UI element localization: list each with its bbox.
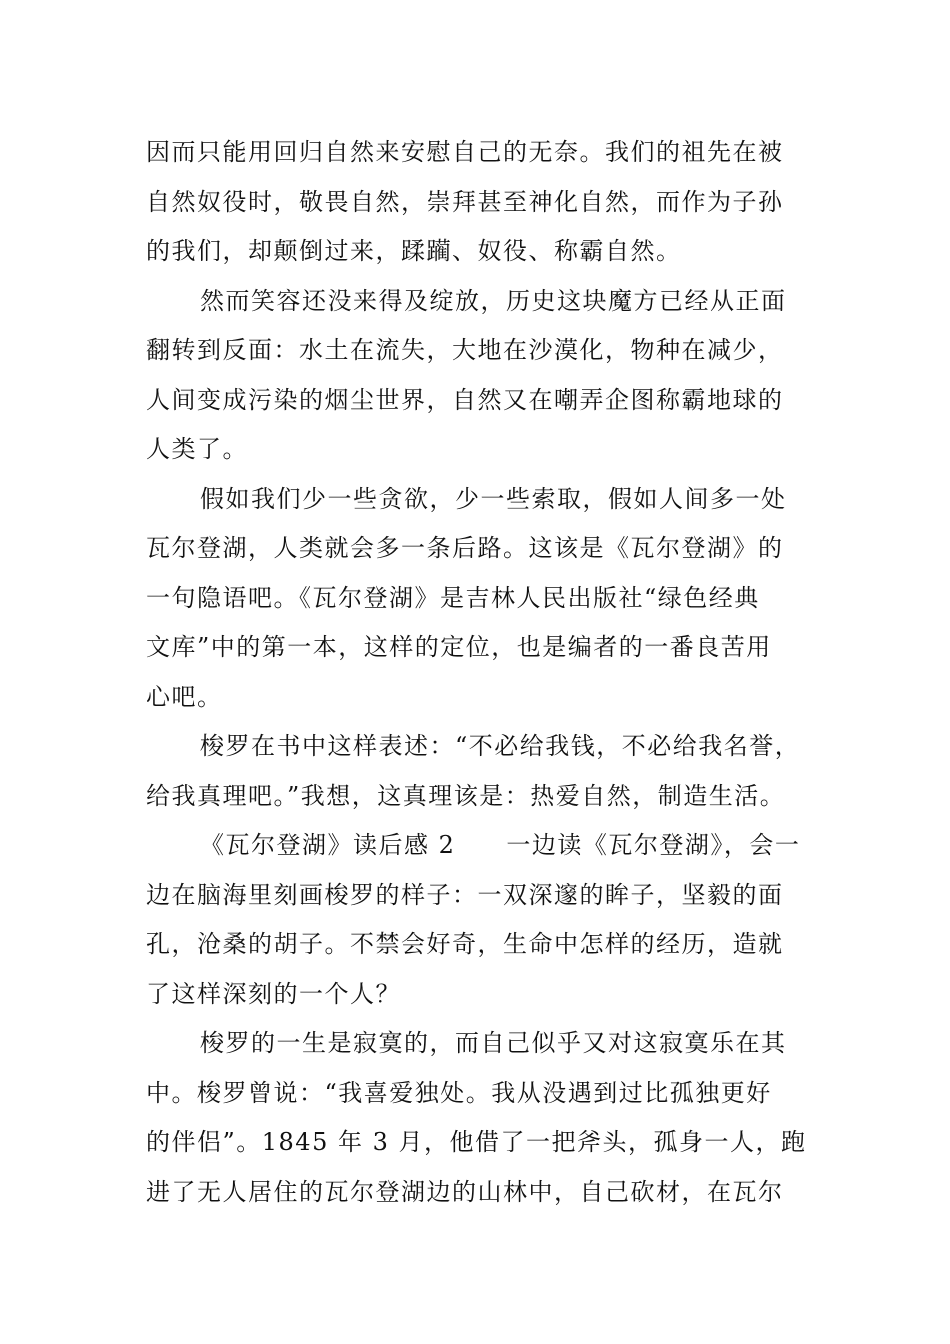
text-line: 中。梭罗曾说：“我喜爱独处。我从没遇到过比孤独更好 xyxy=(146,1078,772,1107)
document-body xyxy=(146,128,808,1217)
text-line: 因而只能用回归自然来安慰自己的无奈。我们的祖先在被 xyxy=(146,138,784,166)
text-line: 给我真理吧。”我想，这真理该是：热爱自然，制造生活。 xyxy=(146,781,786,810)
paragraph-first-line: 梭罗的一生是寂寞的，而自己似乎又对这寂寞乐在其 xyxy=(200,1029,787,1057)
text-line: 人类了。 xyxy=(146,435,248,463)
text-line: 文库”中的第一本，这样的定位，也是编者的一番良苦用 xyxy=(146,633,772,661)
text-line: 瓦尔登湖，人类就会多一条后路。这该是《瓦尔登湖》的 xyxy=(146,534,784,562)
text-line: 了这样深刻的一个人？ xyxy=(146,979,401,1008)
paragraph-first-line: 假如我们少一些贪欲，少一些索取，假如人间多一处 xyxy=(200,484,787,513)
section-heading-line: 《瓦尔登湖》读后感 2 一边读《瓦尔登湖》，会一 xyxy=(200,831,801,859)
text-line: 自然奴役时，敬畏自然，崇拜甚至神化自然，而作为子孙 xyxy=(146,187,784,216)
text-line: 边在脑海里刻画梭罗的样子：一双深邃的眸子，坚毅的面 xyxy=(146,880,784,909)
text-line: 一句隐语吧。《瓦尔登湖》是吉林人民出版社“绿色经典 xyxy=(146,583,760,612)
text-line: 进了无人居住的瓦尔登湖边的山林中，自己砍材，在瓦尔 xyxy=(146,1177,784,1206)
paragraph-first-line: 然而笑容还没来得及绽放，历史这块魔方已经从正面 xyxy=(200,286,787,315)
text-line: 心吧。 xyxy=(146,682,223,711)
text-line: 翻转到反面：水土在流失，大地在沙漠化，物种在减少， xyxy=(146,336,784,364)
text-line: 人间变成污染的烟尘世界，自然又在嘲弄企图称霸地球的 xyxy=(146,385,784,414)
paragraph-first-line: 梭罗在书中这样表述：“不必给我钱，不必给我名誉， xyxy=(200,732,801,760)
text-line: 的我们，却颠倒过来，蹂躏、奴役、称霸自然。 xyxy=(146,237,682,265)
text-line: 的伴侣”。1845 年 3 月，他借了一把斧头，孤身一人，跑 xyxy=(146,1128,807,1156)
text-line: 孔，沧桑的胡子。不禁会好奇，生命中怎样的经历，造就 xyxy=(146,930,784,958)
